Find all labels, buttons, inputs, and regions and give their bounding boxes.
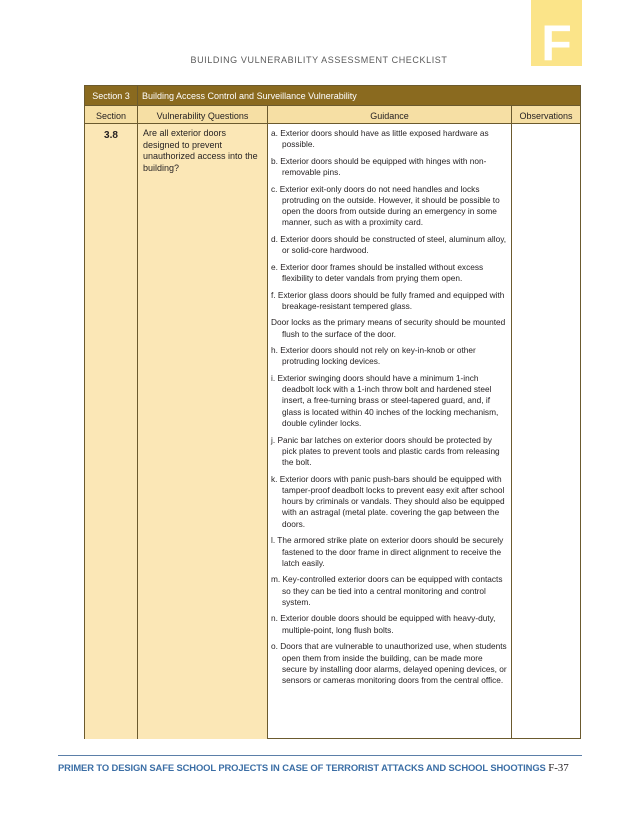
vulnerability-question: Are all exterior doors designed to prevent unauthorized access into the building? (143, 128, 258, 173)
section-label: Section 3 (92, 91, 130, 101)
appendix-letter: F (541, 15, 572, 71)
column-header-observations: Observations (519, 111, 573, 121)
checklist-table (84, 85, 581, 739)
footer-divider (58, 755, 582, 756)
guidance-item: o. Doors that are vulnerable to unauthorized use, when students open them from inside the building, can be made more secure by installing door alarms, delayed opening devices, or sensors or cameras monitoring doors from the central office. (271, 641, 507, 686)
page-header-title: BUILDING VULNERABILITY ASSESSMENT CHECKLIST (190, 55, 448, 65)
column-divider (137, 86, 138, 739)
footer-title: PRIMER TO DESIGN SAFE SCHOOL PROJECTS IN CASE OF TERRORIST ATTACKS AND SCHOOL SHOOTINGS (58, 762, 546, 773)
guidance-item: i. Exterior swinging doors should have a minimum 1-inch deadbolt lock with a 1-inch throw bolt and hardened steel insert, a free-turning brass or steel-tapered guard, and, if glass is located within 40 inches of the locking mechanism, double cylinder locks. (271, 372, 499, 429)
guidance-item: a. Exterior doors should have as little exposed hardware as possible. (271, 128, 489, 150)
column-header-row (85, 105, 580, 124)
guidance-item: m. Key-controlled exterior doors can be equipped with contacts so they can be tied into a central monitoring and control system. (271, 574, 503, 607)
section-title-row (85, 86, 580, 105)
guidance-list (271, 128, 507, 692)
guidance-item: f. Exterior glass doors should be fully framed and equipped with breakage-resistant tempered glass. (271, 289, 505, 311)
page-footer (58, 762, 582, 774)
column-header-section: Section (95, 111, 127, 121)
section-number: 3.8 (104, 130, 118, 141)
guidance-item: k. Exterior doors with panic push-bars should be equipped with tamper-proof deadbolt locks to prevent easy exit after school hours by criminals or vandals. They should also be equipped with an astragal (metal plate. covering the gap between the doors. (271, 473, 505, 529)
guidance-item: l. The armored strike plate on exterior doors should be securely fastened to the door frame in direct alignment to receive the latch easily. (271, 535, 504, 568)
guidance-item: n. Exterior double doors should be equipped with heavy-duty, multiple-point, long flush bolts. (271, 613, 496, 635)
guidance-item: b. Exterior doors should be equipped with hinges with non-removable pins. (271, 155, 487, 178)
column-divider (511, 105, 512, 739)
column-header-questions: Vulnerability Questions (156, 111, 249, 121)
column-header-guidance: Guidance (370, 111, 409, 121)
page-number: F-37 (548, 762, 569, 774)
section-column-fill (85, 124, 137, 739)
question-column-fill (138, 124, 267, 739)
guidance-item: d. Exterior doors should be constructed of steel, aluminum alloy, or solid-core hardwood. (271, 233, 507, 256)
section-title: Building Access Control and Surveillance Vulnerability (142, 91, 357, 101)
guidance-item: j. Panic bar latches on exterior doors should be protected by pick plates to prevent tools and plastic cards from releasing the bolt. (271, 434, 500, 468)
guidance-item: e. Exterior door frames should be installed without excess flexibility to deter vandals from prying them open. (271, 261, 484, 284)
guidance-item: h. Exterior doors should not rely on key-in-knob or other protruding locking devices. (271, 345, 476, 367)
guidance-item: c. Exterior exit-only doors do not need handles and locks protruding on the outside. However, it should be possible to open the doors from outside during an emergency in some manner, such as with a proximity card. (271, 183, 500, 228)
guidance-item: Door locks as the primary means of security should be mounted flush to the surface of the door. (271, 317, 506, 339)
column-divider (267, 105, 268, 739)
